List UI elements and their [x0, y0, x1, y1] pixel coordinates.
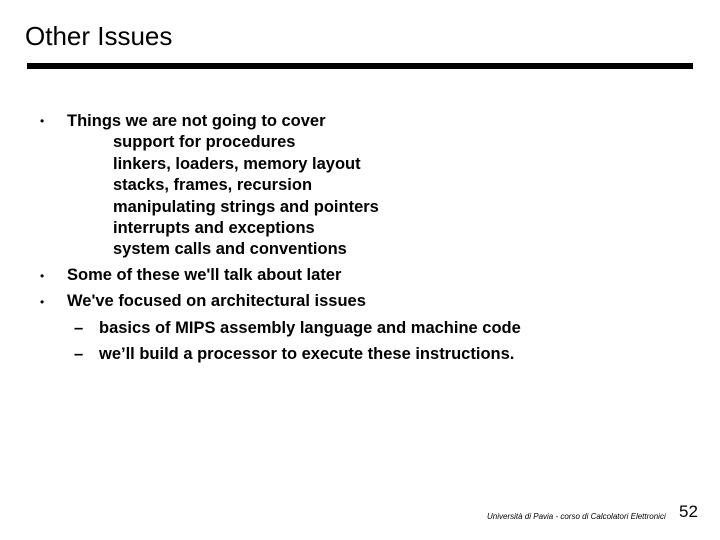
- sub-item: we’ll build a processor to execute these instructions.: [99, 345, 515, 363]
- bullet-text: Some of these we'll talk about later: [67, 266, 342, 284]
- sub-item: system calls and conventions: [113, 240, 347, 258]
- sub-item: stacks, frames, recursion: [113, 176, 313, 194]
- dash-marker: –: [74, 319, 84, 337]
- bullet-text: Things we are not going to cover: [67, 112, 326, 130]
- slide-footer: Università di Pavia - corso di Calcolatori Elettronici: [487, 512, 666, 521]
- dash-marker: –: [74, 345, 84, 363]
- sub-item: support for procedures: [113, 133, 296, 151]
- sub-item: manipulating strings and pointers: [113, 198, 379, 216]
- bullet-marker: •: [40, 295, 45, 309]
- page-number: 52: [679, 502, 698, 521]
- sub-item: interrupts and exceptions: [113, 219, 315, 237]
- bullet-marker: •: [40, 114, 45, 128]
- sub-item: linkers, loaders, memory layout: [113, 155, 361, 173]
- sub-item: basics of MIPS assembly language and machine code: [99, 319, 521, 337]
- bullet-text: We've focused on architectural issues: [67, 292, 366, 310]
- bullet-marker: •: [40, 269, 45, 283]
- slide-title: Other Issues: [25, 21, 173, 51]
